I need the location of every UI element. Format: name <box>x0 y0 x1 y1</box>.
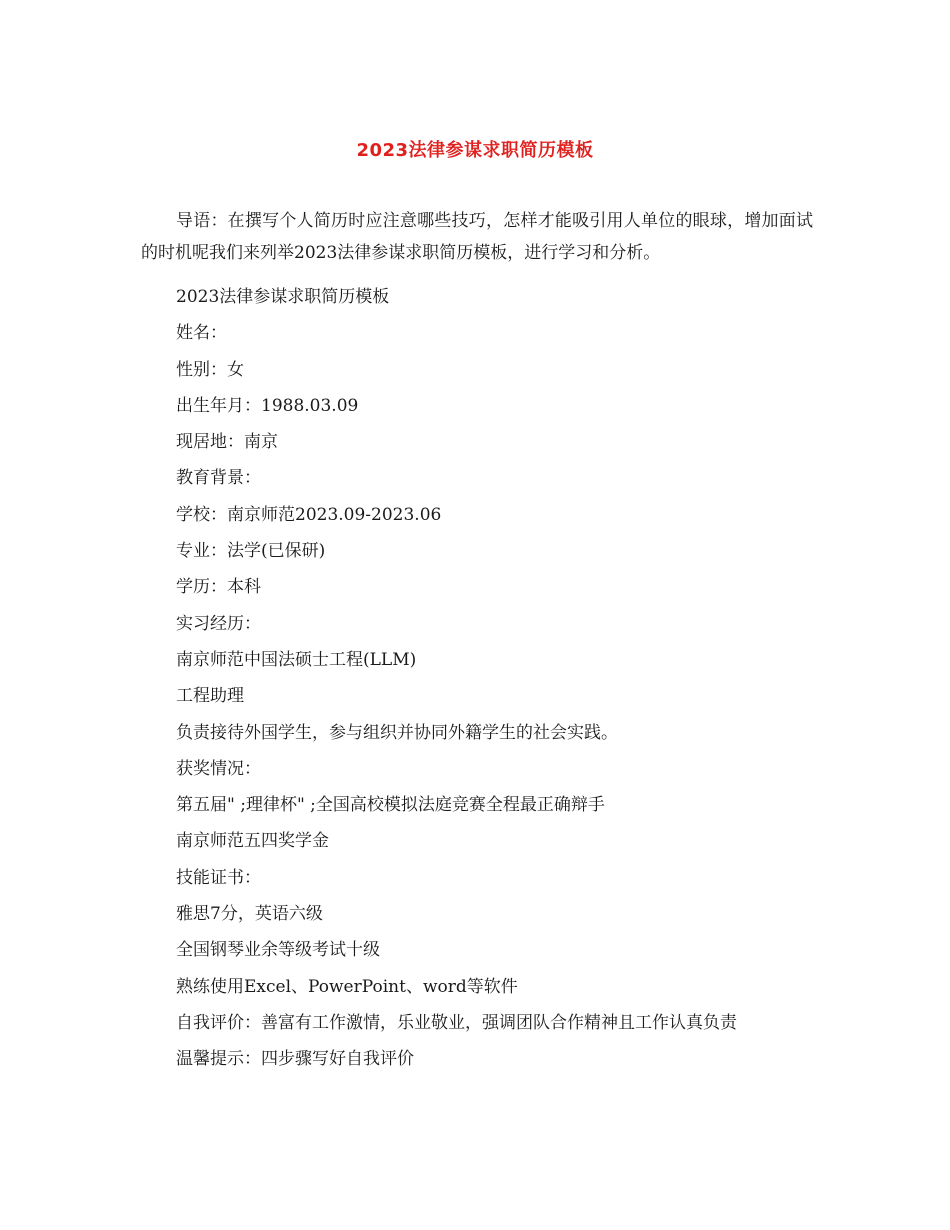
internship-duty-line: 负责接待外国学生，参与组织并协同外籍学生的社会实践。 <box>176 722 618 743</box>
certificate-line-2: 全国钢琴业余等级考试十级 <box>176 940 380 961</box>
major-line: 专业：法学(已保研) <box>176 541 326 562</box>
award-line-1: 第五届" ;理律杯" ;全国高校模拟法庭竞赛全程最正确辩手 <box>176 795 605 816</box>
document-title: 2023法律参谋求职简历模板 <box>356 140 594 161</box>
name-line: 姓名： <box>176 323 227 344</box>
certificate-line-1: 雅思7分，英语六级 <box>176 904 323 925</box>
certificates-heading: 技能证书： <box>176 867 261 888</box>
awards-heading: 获奖情况： <box>176 758 261 779</box>
certificate-line-3: 熟练使用Excel、PowerPoint、word等软件 <box>176 976 518 997</box>
education-heading: 教育背景： <box>176 468 261 489</box>
self-evaluation-line: 自我评价：善富有工作激情，乐业敬业，强调团队合作精神且工作认真负责 <box>176 1012 737 1033</box>
award-line-2: 南京师范五四奖学金 <box>176 831 329 852</box>
residence-line: 现居地：南京 <box>176 432 278 453</box>
internship-role-line: 工程助理 <box>176 686 244 707</box>
intro-paragraph: 导语：在撰写个人简历时应注意哪些技巧，怎样才能吸引用人单位的眼球，增加面试的时机呢我们来列举2023法律参谋求职简历模板，进行学习和分析。 <box>141 211 813 263</box>
resume-heading: 2023法律参谋求职简历模板 <box>176 287 390 307</box>
gender-line: 性别：女 <box>176 359 244 380</box>
birth-date-line: 出生年月：1988.03.09 <box>176 395 359 416</box>
internship-heading: 实习经历： <box>176 613 261 634</box>
resume-body <box>176 279 836 1078</box>
internship-org-line: 南京师范中国法硕士工程(LLM) <box>176 649 417 670</box>
school-line: 学校：南京师范2023.09-2023.06 <box>176 504 442 525</box>
degree-line: 学历：本科 <box>176 577 261 598</box>
tip-line: 温馨提示：四步骤写好自我评价 <box>176 1049 414 1070</box>
